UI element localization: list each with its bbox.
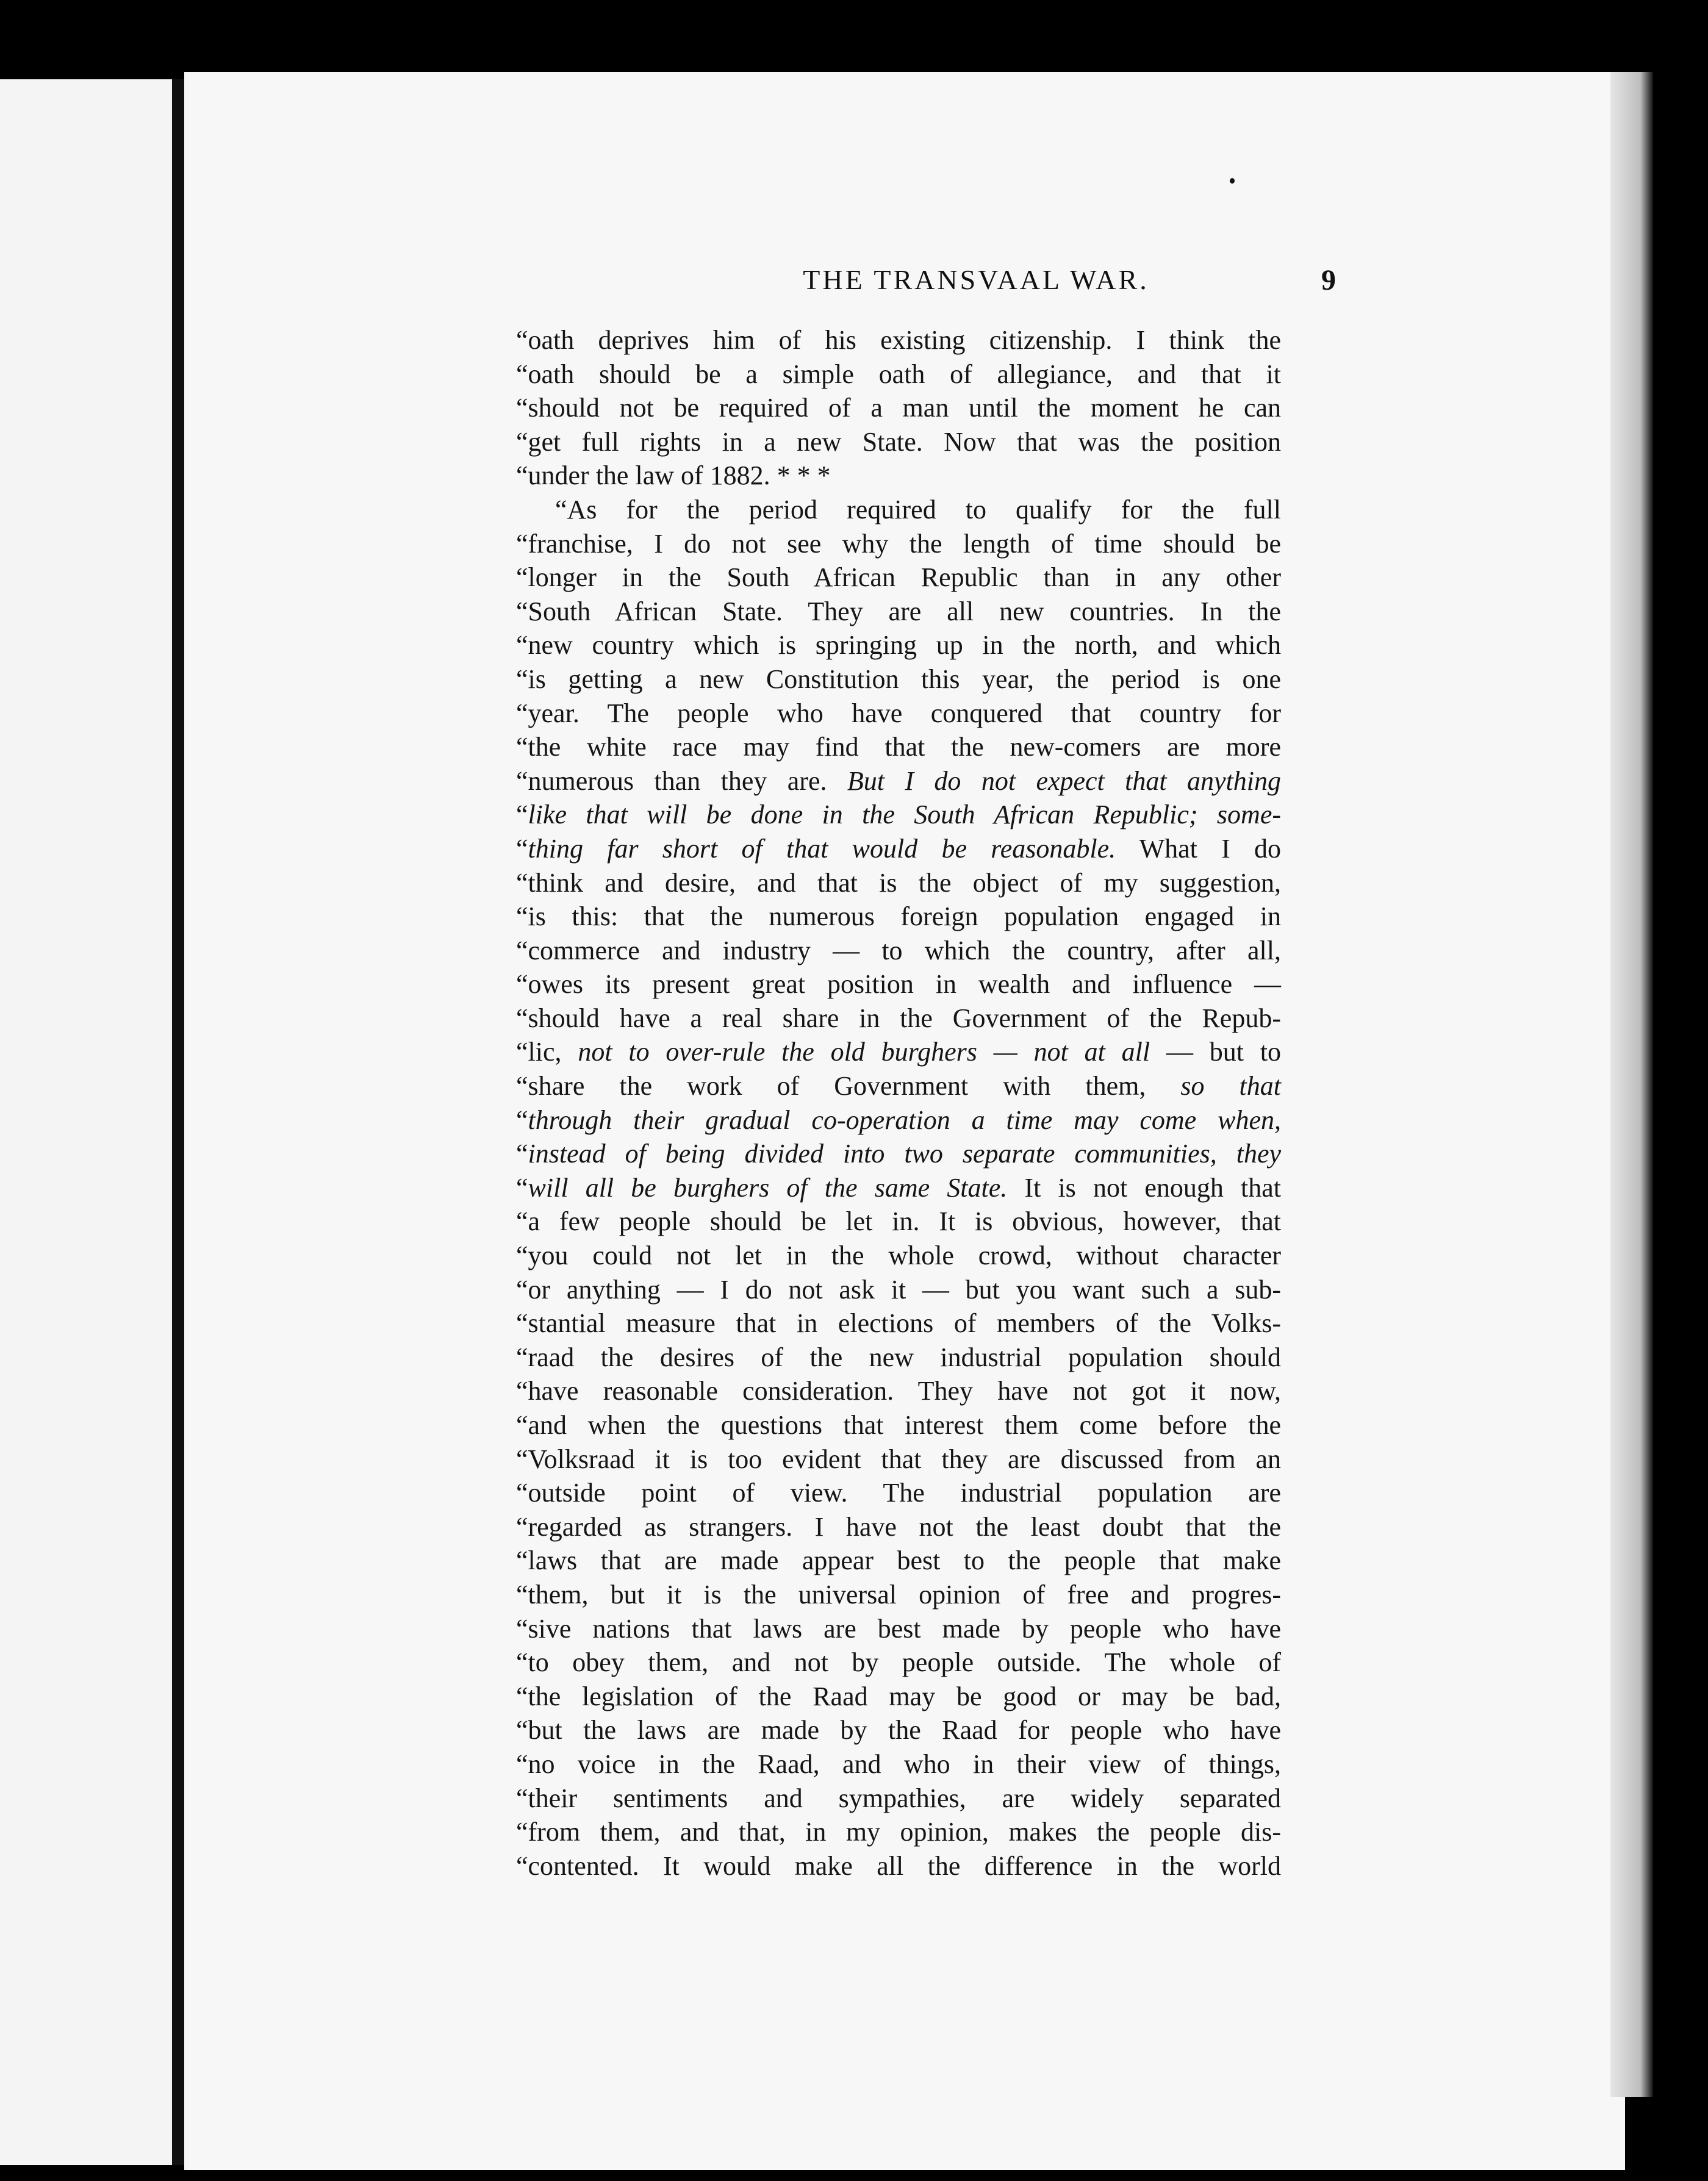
- text-segment: “get full rights in a new State. Now that was the position: [516, 426, 1281, 457]
- text-line: [516, 1408, 1281, 1442]
- text-segment: “regarded as strangers. I have not the least doubt that the: [516, 1511, 1281, 1542]
- text-segment: “owes its present great position in wealth and influence —: [516, 969, 1281, 1000]
- page-number: 9: [1321, 264, 1336, 296]
- text-line: [516, 1849, 1281, 1883]
- text-line: [516, 1815, 1281, 1849]
- text-segment: “or anything — I do not ask it — but you want such a sub-: [516, 1274, 1281, 1305]
- text-segment: “the white race may find that the new-comers are more: [516, 732, 1281, 762]
- text-segment: “you could not let in the whole crowd, without character: [516, 1241, 1281, 1271]
- text-line: [516, 1273, 1281, 1307]
- text-line: [516, 595, 1281, 629]
- text-segment: “sive nations that laws are best made by people who have: [516, 1613, 1281, 1644]
- text-line: [516, 1171, 1281, 1205]
- text-line: [516, 1510, 1281, 1544]
- text-segment: “lic,: [516, 1037, 578, 1067]
- text-segment: “South African State. They are all new countries. In the: [516, 596, 1281, 626]
- text-line: [516, 1205, 1281, 1239]
- text-segment: “year. The people who have conquered that country for: [516, 698, 1281, 728]
- text-segment: “them, but it is the universal opinion of free and progres-: [516, 1579, 1281, 1610]
- text-segment: “new country which is springing up in the north, and which: [516, 630, 1281, 661]
- ink-speck: [1230, 178, 1235, 184]
- text-line: [516, 1747, 1281, 1782]
- text-line: [516, 357, 1281, 392]
- text-segment: “: [516, 833, 528, 864]
- text-segment: “oath should be a simple oath of allegiance, and that it: [516, 359, 1281, 389]
- text-segment: “numerous than they are.: [516, 765, 847, 796]
- text-segment: “laws that are made appear best to the people that make: [516, 1545, 1281, 1576]
- text-segment: “share the work of Government with them,: [516, 1071, 1181, 1101]
- text-line: [516, 1612, 1281, 1646]
- body-text: [516, 323, 1281, 1883]
- text-segment: “a few people should be let in. It is obvious, however, that: [516, 1206, 1281, 1237]
- italic-text: not to over-rule the old burghers — not at all: [578, 1037, 1150, 1067]
- text-segment: “Volksraad it is too evident that they are discussed from an: [516, 1444, 1281, 1474]
- italic-text: through their gradual co-operation a time may come when,: [528, 1105, 1281, 1135]
- text-segment: “should not be required of a man until the moment he can: [516, 393, 1281, 423]
- italic-text: But I do not expect that anything: [847, 765, 1282, 796]
- text-line: [516, 934, 1281, 968]
- text-line: [516, 1137, 1281, 1171]
- text-segment: “and when the questions that interest them come before the: [516, 1410, 1281, 1440]
- text-line: [516, 662, 1281, 697]
- text-segment: “is this: that the numerous foreign population engaged in: [516, 901, 1281, 932]
- text-segment: “from them, and that, in my opinion, makes the people dis-: [516, 1817, 1281, 1847]
- text-line: [516, 628, 1281, 662]
- text-segment: “their sentiments and sympathies, are widely separated: [516, 1783, 1281, 1813]
- running-head: THE TRANSVAAL WAR.: [803, 264, 1149, 295]
- text-segment: “but the laws are made by the Raad for people who have: [516, 1715, 1281, 1746]
- text-segment: “: [516, 1172, 528, 1203]
- text-segment: “is getting a new Constitution this year, the period is one: [516, 664, 1281, 694]
- text-segment: “think and desire, and that is the object of my suggestion,: [516, 867, 1281, 898]
- text-line: [516, 1341, 1281, 1375]
- text-segment: “: [516, 1105, 528, 1135]
- text-line: [516, 1578, 1281, 1612]
- text-line: [516, 493, 1281, 527]
- text-line: [516, 323, 1281, 357]
- text-line: [516, 866, 1281, 900]
- text-line: [516, 560, 1281, 595]
- italic-text: instead of being divided into two separate communities, they: [528, 1139, 1281, 1169]
- facing-page: [0, 79, 178, 2165]
- text-line: [516, 1476, 1281, 1510]
- text-segment: It is not enough that: [1007, 1172, 1281, 1203]
- text-segment: “: [516, 1139, 528, 1169]
- text-line: [516, 1306, 1281, 1341]
- text-segment: “: [516, 800, 528, 830]
- page-edge-shadow: [1610, 72, 1653, 2097]
- text-line: [516, 1782, 1281, 1816]
- text-line: [516, 1239, 1281, 1273]
- italic-text: will all be burghers of the same State.: [528, 1172, 1008, 1203]
- text-segment: “As for the period required to qualify for the full: [555, 494, 1281, 525]
- text-line: [516, 1035, 1281, 1069]
- text-line: [516, 900, 1281, 934]
- text-line: [516, 1001, 1281, 1036]
- text-line: [516, 1103, 1281, 1137]
- text-segment: “contented. It would make all the difference in the world: [516, 1850, 1281, 1881]
- text-segment: “no voice in the Raad, and who in their view of things,: [516, 1749, 1281, 1779]
- text-line: [516, 459, 1281, 493]
- text-segment: “the legislation of the Raad may be good or may be bad,: [516, 1681, 1281, 1711]
- text-line: [516, 764, 1281, 798]
- text-line: [516, 697, 1281, 731]
- text-line: [516, 1713, 1281, 1747]
- text-line: [516, 1442, 1281, 1477]
- text-line: [516, 425, 1281, 459]
- text-segment: “under the law of 1882. * * *: [516, 460, 831, 491]
- text-segment: “franchise, I do not see why the length of time should be: [516, 528, 1281, 559]
- text-line: [516, 798, 1281, 832]
- text-line: [516, 1680, 1281, 1714]
- text-line: [516, 730, 1281, 764]
- text-line: [516, 967, 1281, 1001]
- text-line: [516, 1374, 1281, 1408]
- text-segment: “have reasonable consideration. They have not got it now,: [516, 1376, 1281, 1406]
- text-segment: “commerce and industry — to which the country, after all,: [516, 935, 1281, 965]
- text-segment: “should have a real share in the Government of the Repub-: [516, 1003, 1281, 1033]
- book-gutter: [172, 79, 184, 2165]
- text-line: [516, 1544, 1281, 1578]
- text-line: [516, 832, 1281, 866]
- italic-text: so that: [1180, 1071, 1281, 1101]
- text-line: [516, 1069, 1281, 1103]
- text-line: [516, 1646, 1281, 1680]
- italic-text: like that will be done in the South African Republic; some-: [528, 800, 1281, 830]
- italic-text: thing far short of that would be reasonable.: [528, 833, 1116, 864]
- text-segment: “longer in the South African Republic than in any other: [516, 562, 1281, 593]
- text-segment: “stantial measure that in elections of members of the Volks-: [516, 1308, 1281, 1339]
- text-line: [516, 527, 1281, 561]
- text-segment: “outside point of view. The industrial population are: [516, 1478, 1281, 1508]
- text-segment: “to obey them, and not by people outside. The whole of: [516, 1647, 1281, 1678]
- text-segment: What I do: [1116, 833, 1281, 864]
- text-segment: “raad the desires of the new industrial population should: [516, 1342, 1281, 1372]
- text-line: [516, 391, 1281, 425]
- text-segment: — but to: [1150, 1037, 1282, 1067]
- text-segment: “oath deprives him of his existing citizenship. I think the: [516, 325, 1281, 355]
